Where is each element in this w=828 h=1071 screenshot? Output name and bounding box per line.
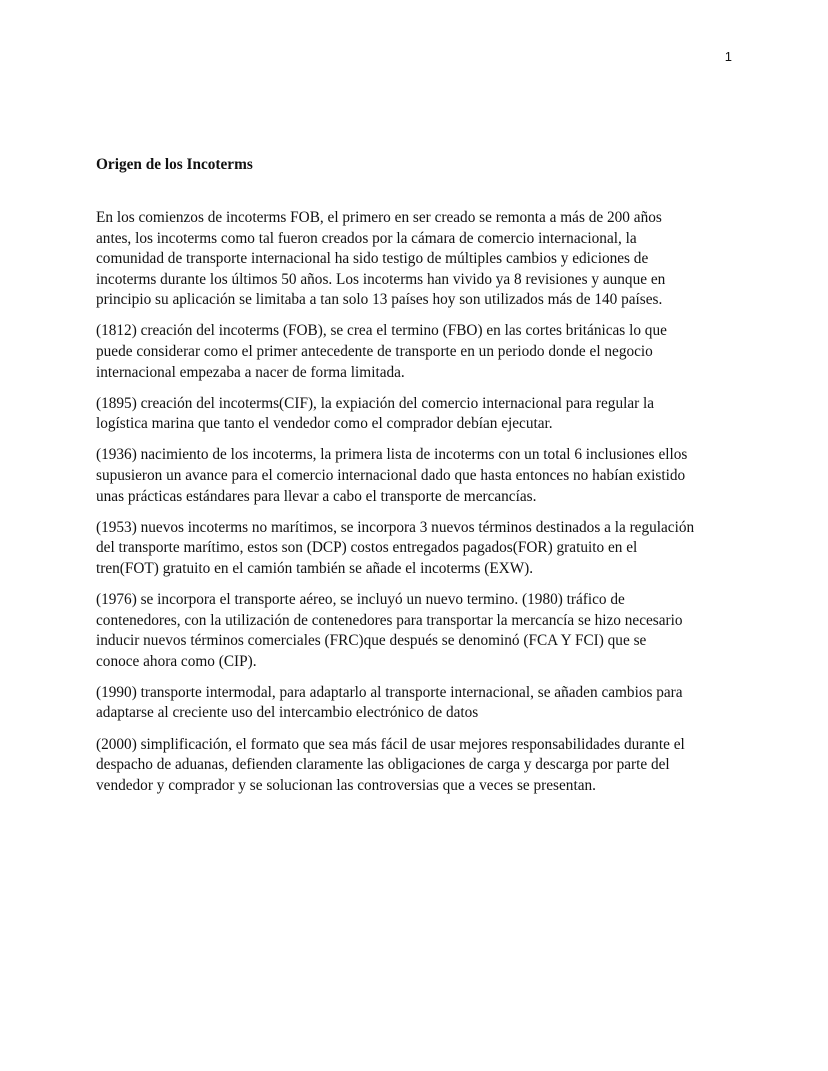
paragraph-1812: (1812) creación del incoterms (FOB), se crea el termino (FBO) en las cortes británicas lo que puede considerar como el primer antecedente de transporte en un periodo donde el negocio internacional empezaba a nacer de forma limitada. bbox=[96, 322, 667, 381]
paragraph-intro: En los comienzos de incoterms FOB, el primero en ser creado se remonta a más de 200 años antes, los incoterms como tal fueron creados por la cámara de comercio internacional, la comunidad de transporte internacional ha sido testigo de múltiples cambios y ediciones de incoterms durante los últimos 50 años. Los incoterms han vivido ya 8 revisiones y aunque en principio su aplicación se limitaba a tan solo 13 países hoy son utilizados más de 140 países. bbox=[96, 209, 666, 309]
paragraph-1895: (1895) creación del incoterms(CIF), la expiación del comercio internacional para regular la logística marina que tanto el vendedor como el comprador debían ejecutar. bbox=[96, 394, 655, 433]
document-body bbox=[96, 155, 736, 807]
paragraph-1953: (1953) nuevos incoterms no marítimos, se incorpora 3 nuevos términos destinados a la regulación del transporte marítimo, estos son (DCP) costos entregados pagados(FOR) gratuito en el tren(FOT) gratuito en el camión también se añade el incoterms (EXW). bbox=[96, 518, 695, 577]
paragraph-1936: (1936) nacimiento de los incoterms, la primera lista de incoterms con un total 6 inclusiones ellos supusieron un avance para el comercio internacional dado que hasta entonces no habían existido unas prácticas estándares para llevar a cabo el transporte de mercancías. bbox=[96, 446, 688, 505]
paragraph-2000: (2000) simplificación, el formato que sea más fácil de usar mejores responsabilidades durante el despacho de aduanas, defienden claramente las obligaciones de carga y descarga por parte del vendedor y comprador y se solucionan las controversias que a veces se presentan. bbox=[96, 735, 685, 794]
paragraph-1976-1980: (1976) se incorpora el transporte aéreo, se incluyó un nuevo termino. (1980) tráfico de contenedores, con la utilización de contenedores para transportar la mercancía se hizo necesario inducir nuevos términos comerciales (FRC)que después se denominó (FCA Y FCI) que se conoce ahora como (CIP). bbox=[96, 591, 683, 670]
paragraph-1990: (1990) transporte intermodal, para adaptarlo al transporte internacional, se añaden cambios para adaptarse al creciente uso del intercambio electrónico de datos bbox=[96, 683, 683, 722]
section-heading: Origen de los Incoterms bbox=[96, 156, 253, 173]
page-number: 1 bbox=[724, 49, 732, 64]
